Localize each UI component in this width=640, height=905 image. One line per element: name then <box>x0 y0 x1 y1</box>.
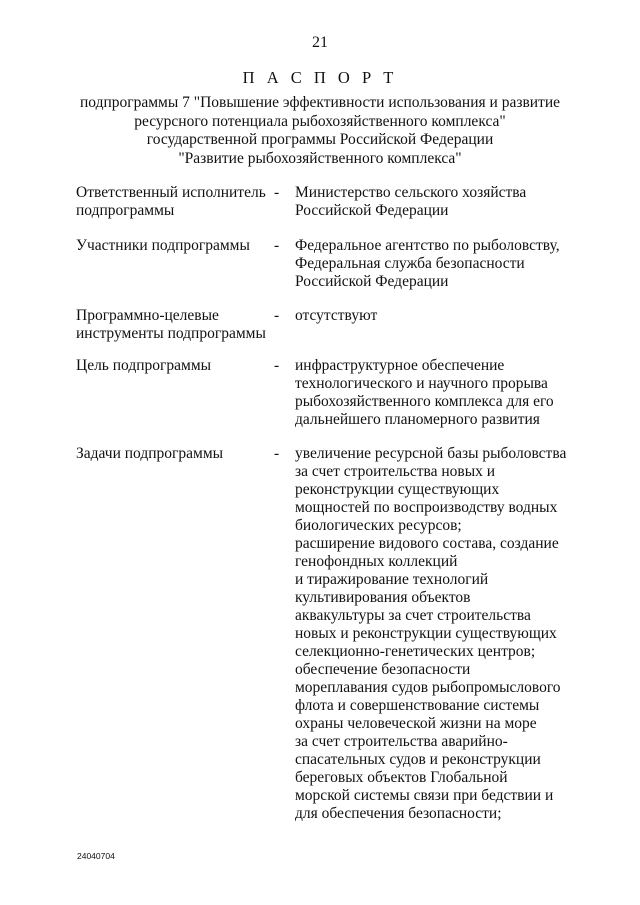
row-value-line: реконструкции существующих <box>295 481 500 498</box>
row-value-line: увеличение ресурсной базы рыболовства <box>295 445 567 462</box>
row-value-line: спасательных судов и реконструкции <box>295 751 541 768</box>
subtitle-line: "Развитие рыбохозяйственного комплекса" <box>178 149 462 167</box>
row-label-line: инструменты подпрограммы <box>76 325 266 342</box>
row-value-line: за счет строительства новых и <box>295 463 496 480</box>
row-value-line: отсутствуют <box>295 307 378 324</box>
document-title: П А С П О Р Т <box>242 68 398 87</box>
row-value-line: охраны человеческой жизни на море <box>295 715 537 732</box>
row-value-line: за счет строительства аварийно- <box>295 733 508 750</box>
row-value <box>295 184 565 220</box>
subtitle-line: ресурсного потенциала рыбохозяйственного комплекса" <box>134 112 506 130</box>
row-value-line: рыбохозяйственного комплекса для его <box>295 393 554 410</box>
row-dash: - <box>274 357 280 374</box>
row-value <box>295 445 565 823</box>
row-dash: - <box>274 237 280 254</box>
row-value-line: мощностей по воспроизводству водных <box>295 499 558 516</box>
row-label <box>76 307 266 343</box>
row-value-line: морской системы связи при бедствии и <box>295 787 554 804</box>
subtitle-line: государственной программы Российской Федерации <box>146 131 494 148</box>
page-number: 21 <box>312 34 328 51</box>
row-value-line: Федеральное агентство по рыболовству, <box>295 237 560 254</box>
row-value-line: новых и реконструкции существующих <box>295 625 557 642</box>
row-value-line: береговых объектов Глобальной <box>295 769 508 786</box>
document-code: 24040704 <box>77 851 115 861</box>
row-label-line: Участники подпрограммы <box>76 237 250 254</box>
row-value-line: для обеспечения безопасности; <box>295 805 502 822</box>
row-value-line: и тиражирование технологий <box>295 571 489 588</box>
row-value-line: селекционно-генетических центров; <box>295 643 536 660</box>
row-value-line: расширение видового состава, создание <box>295 535 559 552</box>
row-label-line: подпрограммы <box>76 202 175 219</box>
row-label <box>76 184 266 220</box>
row-value-line: инфраструктурное обеспечение <box>295 357 505 374</box>
row-value-line: Министерство сельского хозяйства <box>295 184 527 201</box>
row-value-line: технологического и научного прорыва <box>295 375 548 392</box>
row-label <box>76 237 266 255</box>
row-label-line: Цель подпрограммы <box>76 357 212 374</box>
row-dash: - <box>274 184 280 201</box>
row-label-line: Задачи подпрограммы <box>76 445 224 462</box>
document-subtitle <box>0 94 640 168</box>
row-value-line: генофондных коллекций <box>295 553 458 570</box>
row-label-line: Ответственный исполнитель <box>76 184 266 201</box>
row-label-line: Программно-целевые <box>76 307 219 324</box>
row-value-line: аквакультуры за счет строительства <box>295 607 531 624</box>
row-value-line: обеспечение безопасности <box>295 661 471 678</box>
row-value <box>295 237 565 291</box>
row-label <box>76 357 266 375</box>
row-value-line: Федеральная служба безопасности <box>295 255 525 272</box>
row-dash: - <box>274 307 280 324</box>
row-dash: - <box>274 445 280 462</box>
row-value-line: Российской Федерации <box>295 202 449 219</box>
row-value <box>295 357 565 429</box>
subtitle-line: подпрограммы 7 "Повышение эффективности использования и развитие <box>79 94 561 111</box>
row-value-line: Российской Федерации <box>295 273 449 290</box>
row-value-line: мореплавания судов рыбопромыслового <box>295 679 561 696</box>
row-value-line: культивирования объектов <box>295 589 471 606</box>
row-value <box>295 307 565 325</box>
row-label <box>76 445 266 463</box>
row-value-line: флота и совершенствование системы <box>295 697 540 714</box>
row-value-line: дальнейшего планомерного развития <box>295 411 540 428</box>
row-value-line: биологических ресурсов; <box>295 517 462 534</box>
